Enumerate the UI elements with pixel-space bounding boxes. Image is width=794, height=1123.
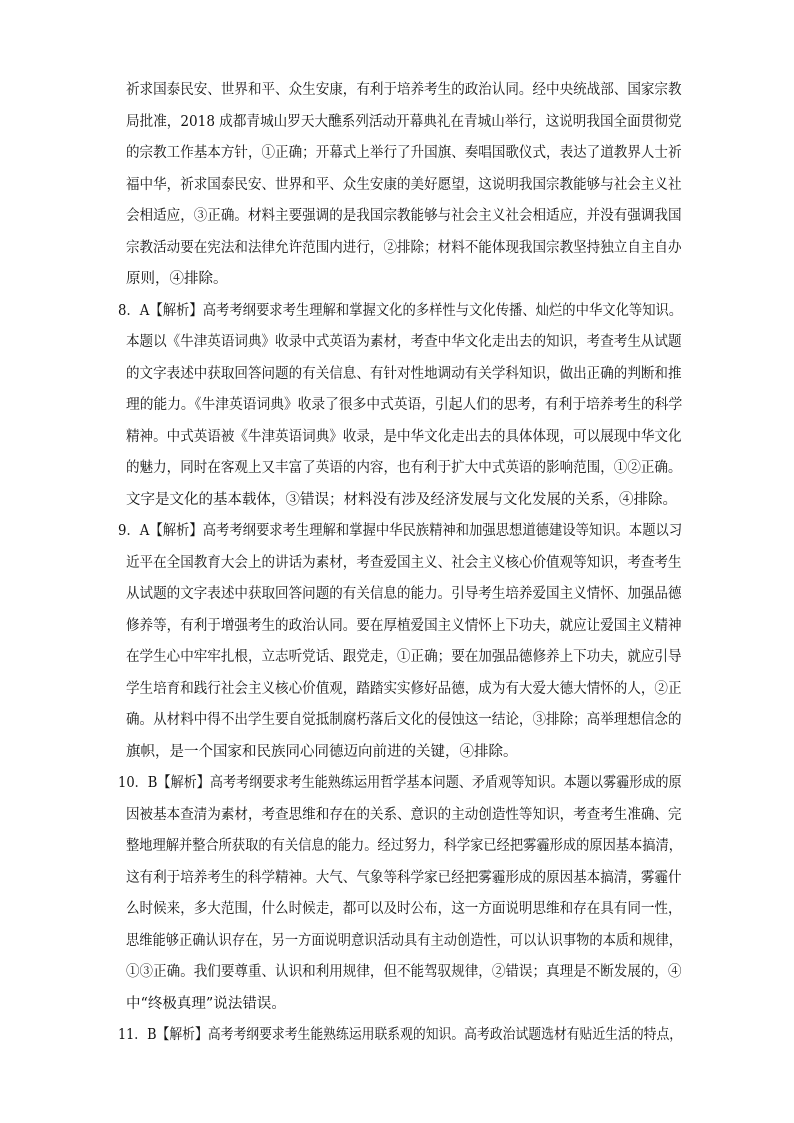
text-line: 中“终极真理”说法错误。	[126, 996, 286, 1012]
text-line: 近平在全国教育大会上的讲话为素材，考查爱国主义、社会主义核心价值观等知识，考查考生	[126, 555, 682, 571]
text-line: 因被基本查清为素材，考查思维和存在的关系、意识的主动创造性等知识，考查考生准确、完	[126, 807, 682, 823]
answer-10-heading-line: 10．B【解析】高考考纲要求考生能熟练运用哲学基本问题、矛盾观等知识。本题以雾霾形成的原	[118, 775, 682, 791]
text-line: 的魅力，同时在客观上又丰富了英语的内容，也有利于扩大中式英语的影响范围，①②正确。	[126, 460, 682, 476]
text-line: 学生培育和践行社会主义核心价值观，踏踏实实修好品德，成为有大爱大德大情怀的人，②正	[126, 681, 682, 697]
text-line: 文字是文化的基本载体，③错误；材料没有涉及经济发展与文化发展的关系，④排除。	[126, 492, 677, 508]
text-line: 福中华，祈求国泰民安、世界和平、众生安康的美好愿望，这说明我国宗教能够与社会主义社	[126, 177, 682, 193]
text-line: 宗教活动要在宪法和法律允许范围内进行，②排除；材料不能体现我国宗教坚持独立自主自办	[126, 240, 682, 256]
text-line: 精神。中式英语被《牛津英语词典》收录，是中华文化走出去的具体体现，可以展现中华文化	[126, 429, 682, 445]
text-line: 原则，④排除。	[126, 271, 228, 287]
text-line: ①③正确。我们要尊重、认识和利用规律，但不能驾驭规律，②错误；真理是不断发展的，④	[126, 964, 682, 980]
text-line: 从试题的文字表述中获取回答问题的有关信息的能力。引导考生培养爱国主义情怀、加强品德	[126, 586, 682, 602]
text-line: 会相适应，③正确。材料主要强调的是我国宗教能够与社会主义社会相适应，并没有强调我国	[126, 208, 682, 224]
text-line: 理的能力。《牛津英语词典》收录了很多中式英语，引起人们的思考，有利于培养考生的科学	[126, 397, 683, 413]
text-line: 整地理解并整合所获取的有关信息的能力。经过努力，科学家已经把雾霾形成的原因基本搞清，	[126, 838, 682, 854]
text-line: 祈求国泰民安、世界和平、众生安康，有利于培养考生的政治认同。经中央统战部、国家宗教	[126, 82, 682, 98]
text-line: 的宗教工作基本方针，①正确；开幕式上举行了升国旗、奏唱国歌仪式，表达了道教界人士祈	[126, 145, 682, 161]
answer-11-heading-line: 11．B【解析】高考考纲要求考生能熟练运用联系观的知识。高考政治试题选材有贴近生活的特点，	[118, 1027, 683, 1043]
text-line: 思维能够正确认识存在，另一方面说明意识活动具有主动创造性，可以认识事物的本质和规律，	[126, 933, 682, 949]
answer-9-heading-line: 9．A【解析】高考考纲要求考生理解和掌握中华民族精神和加强思想道德建设等知识。本题以习	[118, 523, 683, 539]
answer-8-heading-line: 8．A【解析】高考考纲要求考生理解和掌握文化的多样性与文化传播、灿烂的中华文化等知识。	[118, 303, 683, 319]
text-line: 本题以《牛津英语词典》收录中式英语为素材，考查中华文化走出去的知识，考查考生从试题	[126, 334, 682, 350]
text-line: 确。从材料中得不出学生要自觉抵制腐朽落后文化的侵蚀这一结论，③排除；高举理想信念的	[126, 712, 682, 728]
text-line: 这有利于培养考生的科学精神。大气、气象等科学家已经把雾霾形成的原因基本搞清，雾霾什	[126, 870, 682, 886]
text-line: 旗帜，是一个国家和民族同心同德迈向前进的关键，④排除。	[126, 744, 518, 760]
text-line: 的文字表述中获取回答问题的有关信息、有针对性地调动有关学科知识，做出正确的判断和推	[126, 366, 682, 382]
text-line: 在学生心中牢牢扎根，立志听党话、跟党走，①正确；要在加强品德修养上下功夫，就应引导	[126, 649, 682, 665]
text-line: 修养等，有利于增强考生的政治认同。要在厚植爱国主义情怀上下功夫，就应让爱国主义精神	[126, 618, 682, 634]
text-line: 么时候来，多大范围，什么时候走，都可以及时公布，这一方面说明思维和存在具有同一性，	[126, 901, 682, 917]
text-line: 局批准，2018 成都青城山罗天大醮系列活动开幕典礼在青城山举行，这说明我国全面贯彻党	[126, 114, 682, 130]
